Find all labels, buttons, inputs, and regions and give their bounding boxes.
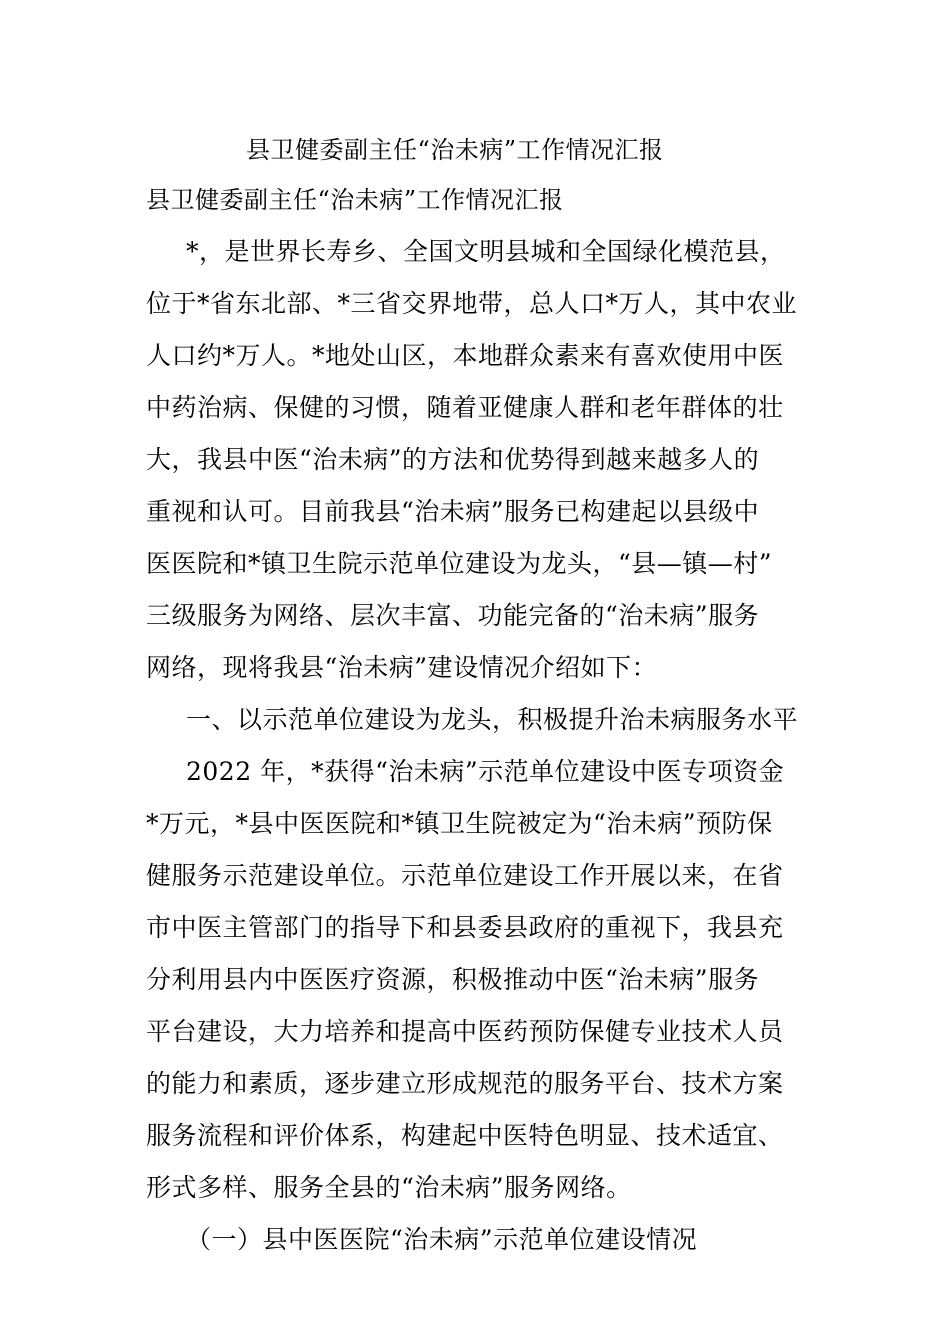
paragraph-line: 平台建设，大力培养和提高中医药预防保健专业技术人员	[146, 1017, 784, 1046]
paragraph-line: 市中医主管部门的指导下和县委县政府的重视下，我县充	[146, 913, 784, 942]
paragraph-line: 的能力和素质，逐步建立形成规范的服务平台、技术方案	[146, 1069, 784, 1098]
paragraph-line: 位于*省东北部、*三省交界地带，总人口*万人，其中农业	[146, 289, 798, 318]
paragraph-line: 分利用县内中医医疗资源，积极推动中医“治未病”服务	[146, 965, 760, 994]
paragraph-line: 中药治病、保健的习惯，随着亚健康人群和老年群体的壮	[146, 393, 784, 422]
paragraph-line: 网络，现将我县“治未病”建设情况介绍如下：	[146, 653, 658, 682]
document-title: 县卫健委副主任“治未病”工作情况汇报	[246, 136, 664, 164]
paragraph-line: *，是世界长寿乡、全国文明县城和全国绿化模范县，	[186, 237, 786, 266]
paragraph-line: 形式多样、服务全县的“治未病”服务网络。	[146, 1173, 632, 1202]
paragraph-line: *万元，*县中医医院和*镇卫生院被定为“治未病”预防保	[146, 809, 773, 838]
paragraph-line: 大，我县中医“治未病”的方法和优势得到越来越多人的	[146, 445, 760, 474]
paragraph-line: 人口约*万人。*地处山区，本地群众素来有喜欢使用中医	[146, 341, 785, 370]
paragraph-line: 重视和认可。目前我县“治未病”服务已构建起以县级中	[146, 497, 760, 526]
document-subtitle: 县卫健委副主任“治未病”工作情况汇报	[146, 186, 564, 214]
paragraph-line: 医医院和*镇卫生院示范单位建设为龙头，“县—镇—村”	[146, 549, 773, 578]
section-heading: 一、以示范单位建设为龙头，积极提升治未病服务水平	[186, 705, 799, 734]
paragraph-line: 2022 年，*获得“治未病”示范单位建设中医专项资金	[186, 757, 785, 786]
paragraph-line: 服务流程和评价体系，构建起中医特色明显、技术适宜、	[146, 1121, 784, 1150]
paragraph-line: 三级服务为网络、层次丰富、功能完备的“治未病”服务	[146, 601, 760, 630]
subsection-heading: （一）县中医医院“治未病”示范单位建设情况	[186, 1225, 698, 1254]
paragraph-line: 健服务示范建设单位。示范单位建设工作开展以来，在省	[146, 861, 784, 890]
